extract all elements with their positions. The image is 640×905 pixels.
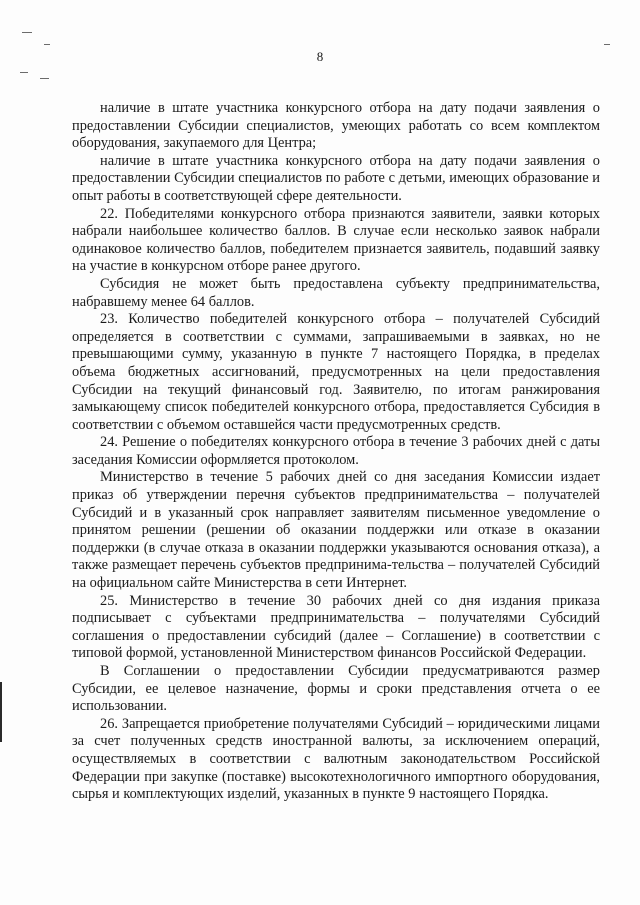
paragraph: 25. Министерство в течение 30 рабочих дней со дня издания приказа подписывает с субъектами предпринимательства – получателями Субсидий соглашения о предоставлении субсидий (далее – Соглашение) в соответствии с типовой формой, установленной Министерством финансов Российской Федерации.	[72, 592, 600, 662]
scan-mark	[20, 72, 28, 73]
paragraph: 23. Количество победителей конкурсного отбора – получателей Субсидий определяется в соответствии с суммами, запрашиваемыми в заявках, но не превышающими сумму, указанную в пункте 7 настоящего Порядка, в пределах объема бюджетных ассигнований, предусмотренных на цели предоставления Субсидии на текущий финансовый год. Заявителю, по итогам ранжирования замыкающему список победителей конкурсного отбора, предоставляется Субсидия в соответствии с объемом оставшейся части предусмотренных средств.	[72, 311, 600, 433]
scan-mark	[44, 44, 50, 45]
paragraph: 22. Победителями конкурсного отбора признаются заявители, заявки которых набрали наибольшее количество баллов. В случае если несколько заявок набрали одинаковое количество баллов, победителем признается заявитель, подавший заявку на участие в конкурсном отборе ранее другого.	[72, 205, 600, 275]
page-number: 8	[316, 49, 324, 64]
paragraph: 26. Запрещается приобретение получателями Субсидий – юридическими лицами за счет полученных средств иностранной валюты, за исключением операций, осуществляемых в соответствии с валютным законодательством Российской Федерации при закупке (поставке) высокотехнологичного импортного оборудования, сырья и комплектующих изделий, указанных в пункте 9 настоящего Порядка.	[72, 715, 600, 803]
paragraph: Субсидия не может быть предоставлена субъекту предпринимательства, набравшему менее 64 баллов.	[72, 275, 600, 310]
scan-mark	[604, 44, 610, 45]
scan-mark	[40, 78, 49, 79]
paragraph: наличие в штате участника конкурсного отбора на дату подачи заявления о предоставлении Субсидии специалистов, умеющих работать со всем комплектом оборудования, закупаемого для Центра;	[72, 100, 600, 152]
scan-mark	[22, 32, 32, 33]
margin-line	[0, 682, 2, 742]
document-body	[72, 100, 600, 804]
paragraph: 24. Решение о победителях конкурсного отбора в течение 3 рабочих дней с даты заседания Комиссии оформляется протоколом.	[72, 434, 600, 468]
paragraph: Министерство в течение 5 рабочих дней со дня заседания Комиссии издает приказ об утверждении перечня субъектов предпринимательства – получателей Субсидий и в указанный срок направляет заявителям письменное уведомление о принятом решении (решении об оказании поддержки или отказе в оказании поддержки (в случае отказа в оказании поддержки указываются основания отказа), а также размещает перечень субъектов предпринима-тельства – получателей Субсидий на официальном сайте Министерства в сети Интернет.	[72, 469, 600, 592]
paragraph: наличие в штате участника конкурсного отбора на дату подачи заявления о предоставлении Субсидии специалистов по работе с детьми, имеющих образование и опыт работы в соответствующей сфере деятельности.	[72, 152, 600, 204]
paragraph: В Соглашении о предоставлении Субсидии предусматриваются размер Субсидии, ее целевое назначение, формы и сроки представления отчета о ее использовании.	[72, 663, 600, 715]
